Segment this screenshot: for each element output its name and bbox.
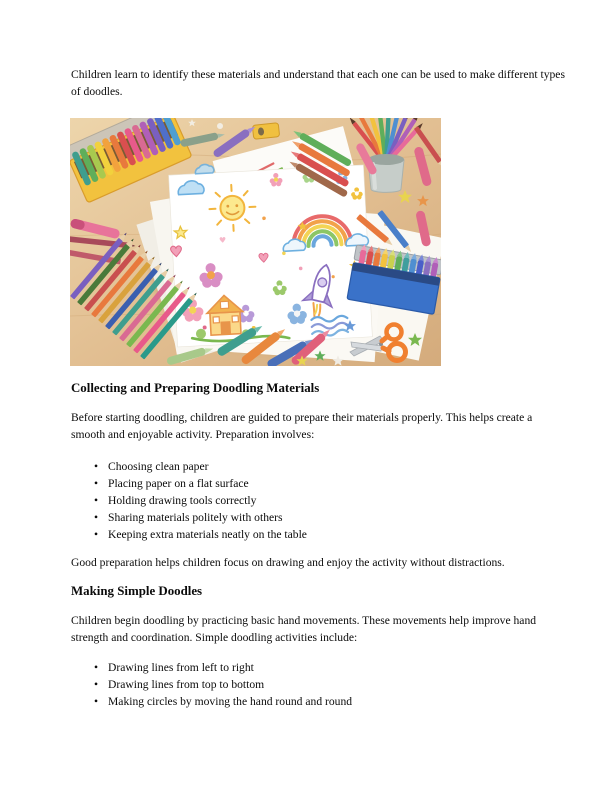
doodling-materials-illustration (70, 118, 441, 366)
preparation-paragraph: Before starting doodling, children are guided to prepare their materials properly. This helps create a smooth and enjoyable activity. Preparation involves: (71, 411, 533, 441)
simple-doodles-paragraph: Children begin doodling by practicing basic hand movements. These movements help improve hand strength and coordination. Simple doodling activities include: (71, 614, 537, 644)
list-item: • Sharing materials politely with others (71, 509, 568, 526)
list-item: • Holding drawing tools correctly (71, 492, 568, 509)
list-item: • Making circles by moving the hand round and round (71, 693, 568, 710)
eraser-bit (217, 123, 223, 129)
doodling-materials-photo (70, 118, 441, 366)
list-item: • Drawing lines from top to bottom (71, 676, 568, 693)
simple-doodles-list (71, 659, 568, 710)
list-item: • Choosing clean paper (71, 458, 568, 475)
intro-paragraph: Children learn to identify these materials and understand that each one can be used to make different types of doodles. (71, 68, 565, 98)
section-heading-simple-doodles: Making Simple Doodles (71, 584, 203, 598)
list-item: • Keeping extra materials neatly on the table (71, 526, 568, 543)
list-item: • Drawing lines from left to right (71, 659, 568, 676)
section-heading-collecting: Collecting and Preparing Doodling Materials (71, 381, 320, 395)
list-item: • Placing paper on a flat surface (71, 475, 568, 492)
preparation-list (71, 458, 568, 543)
preparation-closing-paragraph: Good preparation helps children focus on drawing and enjoy the activity without distractions. (71, 556, 505, 569)
pencil-sharpener (252, 123, 279, 140)
